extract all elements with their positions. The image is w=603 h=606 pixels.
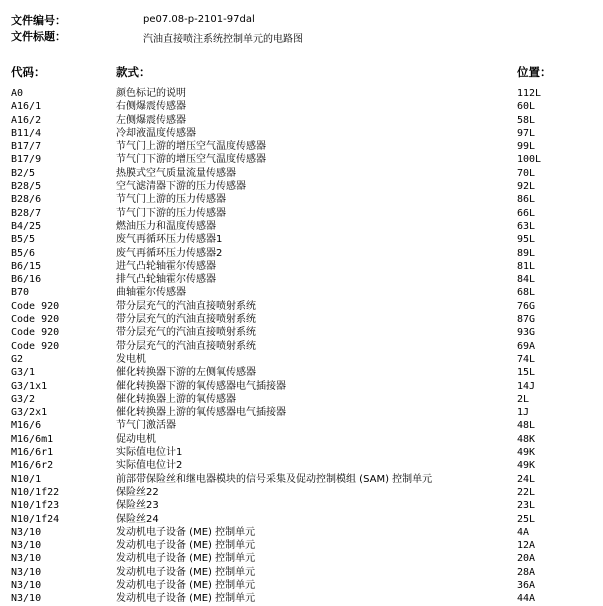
list-item — [0, 260, 603, 273]
component-position: 1J — [517, 407, 530, 419]
component-position: 89L — [517, 247, 536, 259]
component-code: B28/5 — [11, 181, 42, 193]
component-position: 100L — [517, 154, 542, 166]
component-code: A0 — [11, 88, 24, 99]
list-item — [0, 140, 603, 153]
component-position: 95L — [517, 234, 536, 246]
component-position: 63L — [517, 220, 536, 232]
component-code: G3/2x1 — [11, 407, 48, 419]
list-item — [0, 233, 603, 246]
component-code: M16/6r2 — [11, 460, 54, 472]
component-description: 发动机电子设备 (ME) 控制单元 — [116, 593, 256, 605]
component-position: 49K — [517, 460, 536, 472]
list-item — [0, 366, 603, 379]
list-item — [0, 273, 603, 286]
component-code: G3/1 — [11, 367, 36, 379]
component-position: 81L — [517, 260, 536, 272]
list-item — [0, 446, 603, 459]
component-position: 58L — [517, 114, 536, 126]
component-description: 进气凸轮轴霍尔传感器 — [116, 260, 216, 272]
component-position: 36A — [517, 579, 536, 591]
component-position: 74L — [517, 353, 536, 365]
component-position: 99L — [517, 141, 536, 153]
list-item — [0, 393, 603, 406]
component-code: N3/10 — [11, 593, 42, 605]
list-item — [0, 459, 603, 472]
component-position: 49K — [517, 447, 536, 459]
component-position: 4A — [517, 526, 530, 538]
list-item — [0, 127, 603, 140]
component-code: Code 920 — [11, 314, 60, 326]
list-item — [0, 419, 603, 432]
component-description: 发动机电子设备 (ME) 控制单元 — [116, 566, 256, 578]
list-item — [0, 180, 603, 193]
component-description: 节气门下游的压力传感器 — [116, 207, 226, 219]
component-position: 48L — [517, 420, 536, 432]
doc-title-value: 汽油直接喷注系统控制单元的电路图 — [143, 34, 303, 45]
list-item — [0, 247, 603, 260]
component-description: 带分层充气的汽油直接喷射系统 — [116, 314, 256, 326]
component-position: 69A — [517, 340, 536, 352]
component-description: 催化转换器上游的氧传感器 — [116, 393, 236, 405]
component-position: 92L — [517, 181, 536, 193]
component-description: 保险丝24 — [116, 513, 159, 525]
list-item — [0, 539, 603, 552]
component-description: 节气门激活器 — [116, 420, 176, 432]
component-description: 发动机电子设备 (ME) 控制单元 — [116, 553, 256, 565]
list-item — [0, 87, 603, 100]
component-position: 23L — [517, 500, 536, 512]
list-item — [0, 513, 603, 526]
list-item — [0, 433, 603, 446]
component-code: A16/1 — [11, 101, 42, 113]
component-description: 燃油压力和温度传感器 — [116, 220, 216, 232]
list-item — [0, 486, 603, 499]
component-position: 86L — [517, 194, 536, 206]
component-position: 22L — [517, 486, 536, 498]
list-item — [0, 353, 603, 366]
header-code: 代码： — [11, 65, 46, 79]
component-position: 20A — [517, 553, 536, 565]
component-code: B11/4 — [11, 127, 42, 139]
component-code: N3/10 — [11, 579, 42, 591]
component-description: 促动电机 — [116, 433, 156, 445]
component-position: 14J — [517, 380, 536, 392]
component-description: 左侧爆震传感器 — [116, 114, 186, 126]
component-description: 颜色标记的说明 — [116, 88, 186, 99]
component-position: 48K — [517, 433, 536, 445]
component-position: 76G — [517, 300, 536, 312]
list-item — [0, 167, 603, 180]
list-item — [0, 473, 603, 486]
component-description: 发电机 — [116, 353, 146, 365]
component-code: B4/25 — [11, 220, 42, 232]
component-code: N3/10 — [11, 540, 42, 552]
component-position: 68L — [517, 287, 536, 299]
component-code: N3/10 — [11, 566, 42, 578]
component-code: B28/7 — [11, 207, 42, 219]
component-code: M16/6 — [11, 420, 42, 432]
component-description: 排气凸轮轴霍尔传感器 — [116, 274, 216, 286]
component-description: 催化转换器下游的氧传感器电气插接器 — [116, 380, 286, 392]
component-position: 87G — [517, 314, 536, 326]
component-description: 节气门上游的增压空气温度传感器 — [116, 141, 266, 153]
component-position: 93G — [517, 327, 536, 339]
list-item — [0, 100, 603, 113]
component-code: A16/2 — [11, 114, 42, 126]
component-code: B5/6 — [11, 247, 36, 259]
component-description: 保险丝22 — [116, 486, 159, 498]
component-code: M16/6r1 — [11, 447, 54, 459]
list-item — [0, 340, 603, 353]
component-position: 66L — [517, 207, 536, 219]
component-code: N10/1f24 — [11, 513, 60, 525]
list-item — [0, 313, 603, 326]
list-item — [0, 207, 603, 220]
component-code: N10/1f23 — [11, 500, 60, 512]
list-item — [0, 552, 603, 565]
component-description: 带分层充气的汽油直接喷射系统 — [116, 327, 256, 339]
component-position: 28A — [517, 566, 536, 578]
component-description: 废气再循环压力传感器2 — [116, 247, 223, 259]
component-description: 空气滤清器下游的压力传感器 — [116, 181, 246, 193]
list-item — [0, 579, 603, 592]
component-code: N3/10 — [11, 526, 42, 538]
list-item — [0, 114, 603, 127]
component-description: 带分层充气的汽油直接喷射系统 — [116, 300, 256, 312]
list-item — [0, 526, 603, 539]
component-position: 97L — [517, 127, 536, 139]
component-position: 24L — [517, 473, 536, 485]
component-position: 44A — [517, 593, 536, 605]
component-code: Code 920 — [11, 340, 60, 352]
component-code: Code 920 — [11, 327, 60, 339]
component-code: G3/1x1 — [11, 380, 48, 392]
component-code: B6/16 — [11, 274, 42, 286]
component-code: B17/7 — [11, 141, 42, 153]
component-code: B17/9 — [11, 154, 42, 166]
list-item — [0, 406, 603, 419]
list-item — [0, 380, 603, 393]
component-description: 发动机电子设备 (ME) 控制单元 — [116, 526, 256, 538]
component-code: Code 920 — [11, 300, 60, 312]
component-description: 发动机电子设备 (ME) 控制单元 — [116, 540, 256, 552]
component-description: 曲轴霍尔传感器 — [116, 287, 186, 299]
component-description: 催化转换器下游的左侧氧传感器 — [116, 367, 256, 379]
list-item — [0, 220, 603, 233]
header-model: 款式： — [116, 65, 151, 79]
doc-number-label: 文件编号： — [11, 14, 66, 27]
component-description: 带分层充气的汽油直接喷射系统 — [116, 340, 256, 352]
component-description: 右侧爆震传感器 — [116, 101, 186, 113]
list-item — [0, 193, 603, 206]
component-description: 前部带保险丝和继电器模块的信号采集及促动控制模组 (SAM) 控制单元 — [116, 473, 433, 485]
component-code: B5/5 — [11, 234, 36, 246]
component-code: B2/5 — [11, 167, 36, 179]
component-position: 12A — [517, 540, 536, 552]
component-description: 节气门下游的增压空气温度传感器 — [116, 154, 266, 166]
component-code: G3/2 — [11, 393, 36, 405]
doc-number-value: pe07.08-p-2101-97dal — [143, 14, 255, 25]
component-position: 15L — [517, 367, 536, 379]
component-description: 节气门上游的压力传感器 — [116, 194, 226, 206]
component-description: 保险丝23 — [116, 500, 159, 512]
doc-title-label: 文件标题： — [11, 30, 66, 43]
component-description: 实际值电位计1 — [116, 447, 183, 459]
component-code: B70 — [11, 287, 30, 299]
component-code: M16/6m1 — [11, 433, 54, 445]
component-code: N10/1 — [11, 473, 42, 485]
component-description: 冷却液温度传感器 — [116, 127, 196, 139]
component-description: 发动机电子设备 (ME) 控制单元 — [116, 579, 256, 591]
component-list — [0, 87, 603, 606]
component-position: 112L — [517, 88, 542, 99]
component-code: N3/10 — [11, 553, 42, 565]
component-code: B6/15 — [11, 260, 42, 272]
component-position: 70L — [517, 167, 536, 179]
list-item — [0, 153, 603, 166]
component-code: G2 — [11, 353, 24, 365]
component-code: N10/1f22 — [11, 486, 60, 498]
list-item — [0, 326, 603, 339]
header-position: 位置： — [517, 65, 552, 79]
list-item — [0, 286, 603, 299]
component-description: 催化转换器上游的氧传感器电气插接器 — [116, 407, 286, 419]
component-position: 2L — [517, 393, 530, 405]
component-position: 25L — [517, 513, 536, 525]
component-description: 实际值电位计2 — [116, 460, 183, 472]
list-item — [0, 499, 603, 512]
component-position: 84L — [517, 274, 536, 286]
component-position: 60L — [517, 101, 536, 113]
list-item — [0, 300, 603, 313]
component-code: B28/6 — [11, 194, 42, 206]
component-description: 热膜式空气质量流量传感器 — [116, 167, 236, 179]
list-item — [0, 566, 603, 579]
component-description: 废气再循环压力传感器1 — [116, 234, 223, 246]
